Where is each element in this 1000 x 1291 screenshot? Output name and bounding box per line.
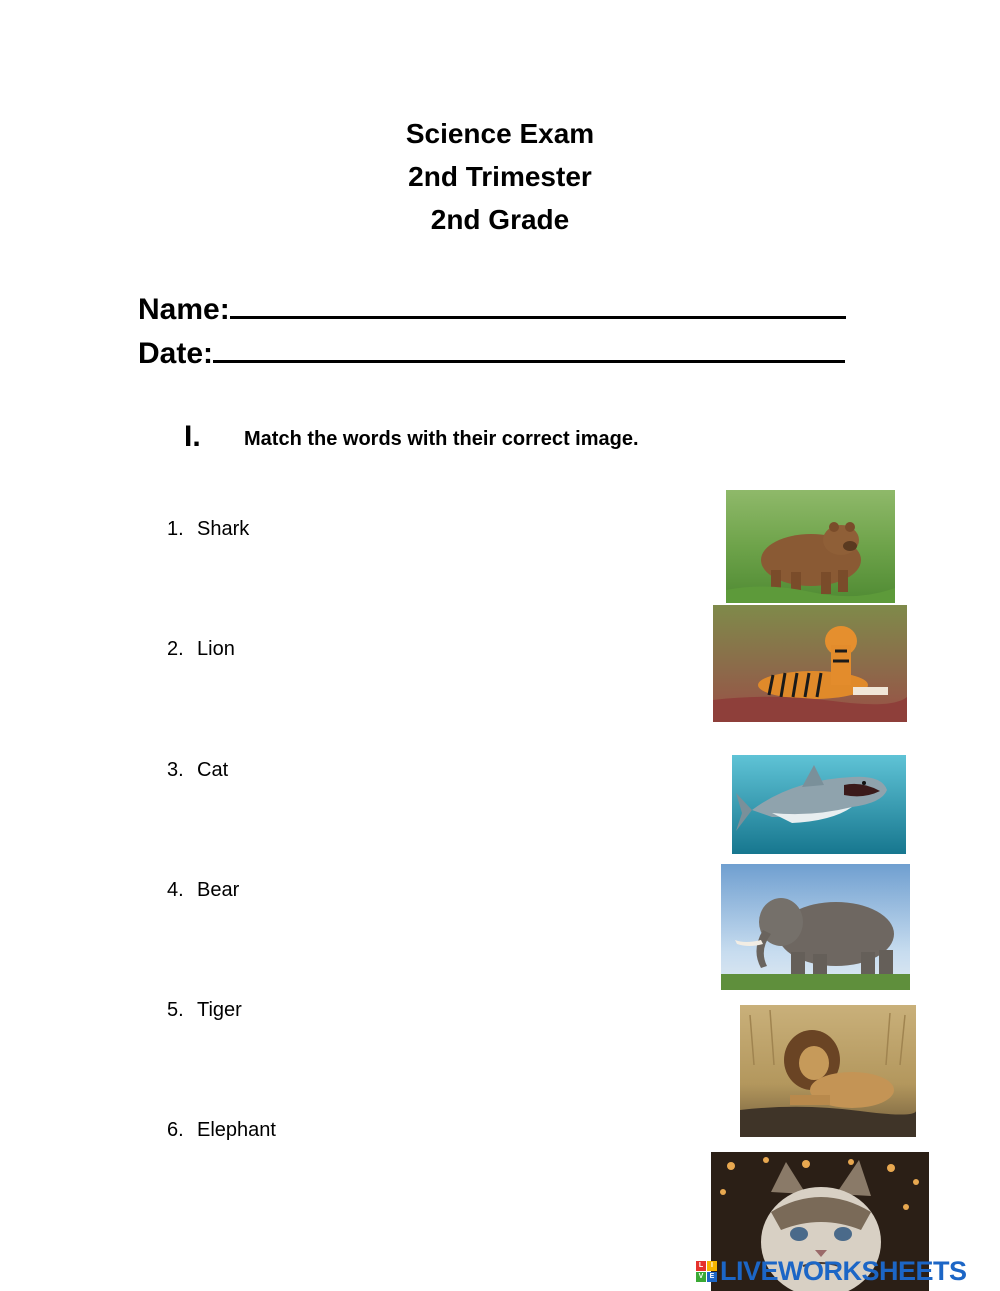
- list-item[interactable]: [167, 1119, 276, 1142]
- item-number: 3.: [167, 759, 184, 781]
- list-item[interactable]: [167, 759, 228, 782]
- bear-photo[interactable]: [726, 490, 895, 603]
- logo-squares-icon: L I V E: [696, 1261, 717, 1282]
- exam-title: Science Exam: [405, 118, 595, 149]
- shark-photo[interactable]: [732, 755, 906, 854]
- item-word: Tiger: [197, 999, 242, 1021]
- item-word: Shark: [197, 518, 250, 540]
- item-number: 1.: [167, 518, 184, 540]
- item-word: Lion: [197, 638, 235, 660]
- grade-title: 2nd Grade: [430, 204, 570, 235]
- lion-photo[interactable]: [740, 1005, 916, 1137]
- item-number: 5.: [167, 999, 184, 1021]
- section-instruction: Match the words with their correct image.: [244, 428, 639, 450]
- elephant-photo[interactable]: [721, 864, 910, 990]
- item-number: 2.: [167, 638, 184, 660]
- name-label: Name:: [138, 293, 230, 326]
- item-number: 6.: [167, 1119, 184, 1141]
- item-word: Elephant: [197, 1119, 276, 1141]
- section-number: I.: [184, 420, 201, 453]
- list-item[interactable]: [167, 999, 242, 1022]
- name-field: [138, 290, 846, 327]
- item-number: 4.: [167, 879, 184, 901]
- date-label: Date:: [138, 337, 214, 370]
- date-field: [138, 334, 845, 371]
- list-item[interactable]: [167, 879, 239, 902]
- watermark-text: LIVEWORKSHEETS: [720, 1255, 967, 1286]
- liveworksheets-logo: [696, 1256, 967, 1286]
- trimester-title: 2nd Trimester: [408, 161, 592, 192]
- item-word: Cat: [197, 759, 229, 781]
- list-item[interactable]: [167, 638, 235, 661]
- tiger-photo[interactable]: [713, 605, 907, 722]
- list-item[interactable]: [167, 518, 249, 541]
- date-input-line[interactable]: [213, 334, 845, 363]
- name-input-line[interactable]: [230, 290, 846, 319]
- item-word: Bear: [197, 879, 240, 901]
